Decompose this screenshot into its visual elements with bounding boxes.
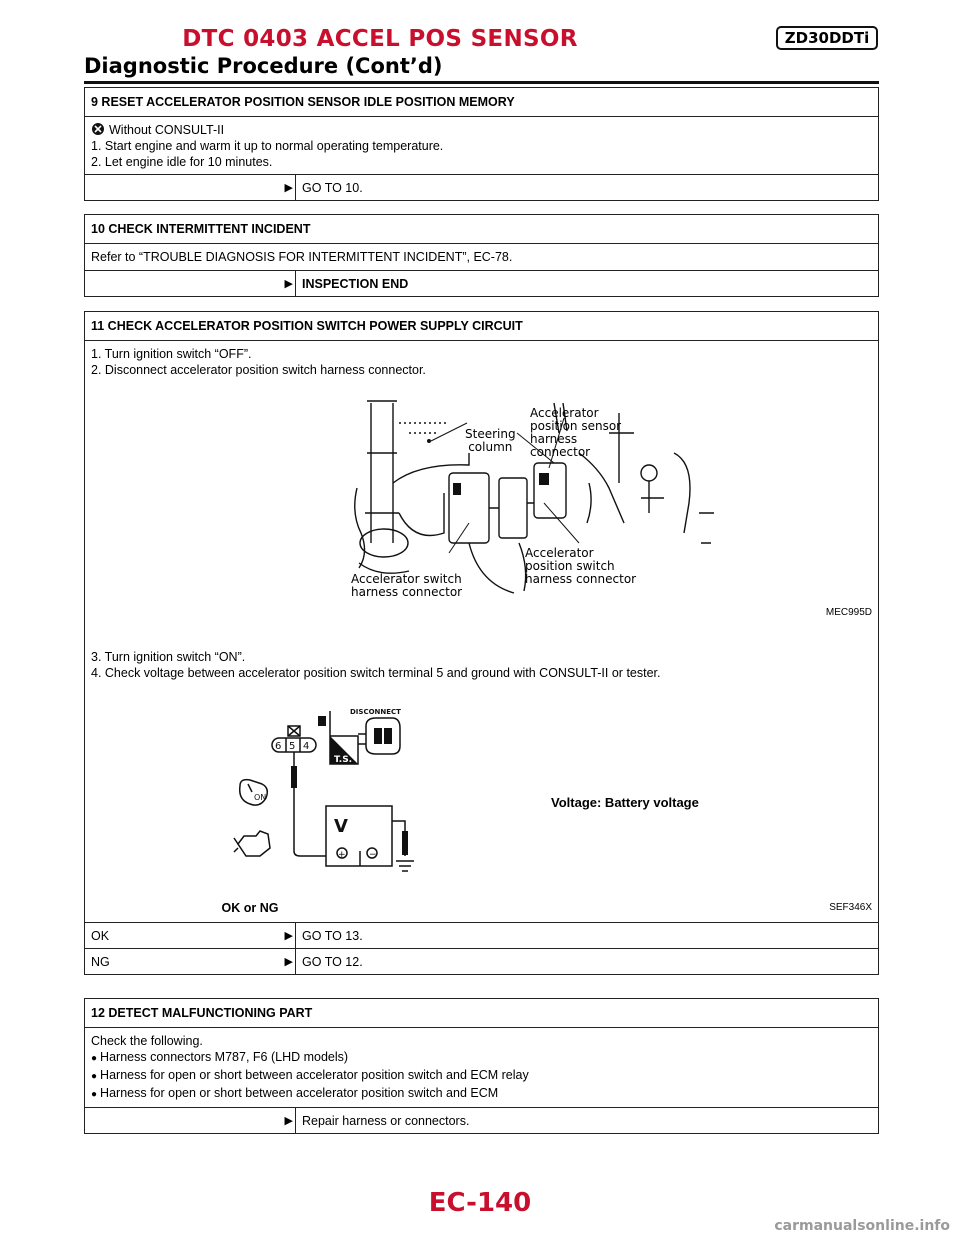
step-12-body [85, 1027, 878, 1107]
voltage-spec: Voltage: Battery voltage [551, 795, 699, 810]
voltage-check-figure [230, 706, 430, 886]
bullet-icon: ● [91, 1053, 98, 1064]
flow-action: GO TO 12. [295, 949, 878, 974]
list-item: ● Harness for open or short between accelerator position switch and ECM [91, 1086, 499, 1100]
step-10-flow [85, 270, 878, 296]
flow-action: Repair harness or connectors. [295, 1108, 878, 1133]
step-11-body [85, 340, 878, 916]
header-rule [84, 81, 879, 84]
bullet-icon: ● [91, 1071, 98, 1082]
step-9-block [84, 87, 879, 201]
step-9-heading: 9 RESET ACCELERATOR POSITION SENSOR IDLE POSITION MEMORY [91, 95, 515, 109]
svg-text:−: − [369, 850, 377, 860]
list-item: ● Harness connectors M787, F6 (LHD models) [91, 1050, 349, 1064]
engine-badge: ZD30DDTi [776, 26, 878, 50]
step-12-flow [85, 1107, 878, 1133]
voltmeter-label: V [334, 816, 348, 837]
disconnect-label: DISCONNECT [350, 708, 401, 716]
key-on-label: ON [254, 793, 267, 802]
svg-text:+: + [338, 850, 346, 860]
aps-connector-label: Accelerator position sensor harness connector [530, 406, 622, 459]
flow-arrow-icon: ▶ [284, 277, 293, 290]
figure-code: SEF346X [829, 902, 872, 913]
step-11-line: 2. Disconnect accelerator position switch harness connector. [91, 363, 426, 377]
page-subtitle: Diagnostic Procedure (Cont’d) [84, 54, 443, 78]
step-11-flow-ng [85, 948, 878, 974]
accel-switch-connector-label: Accelerator switch harness connector [351, 572, 463, 599]
flow-result: OK [91, 928, 110, 943]
list-item: ● Harness for open or short between accelerator position switch and ECM relay [91, 1068, 529, 1082]
step-10-block [84, 214, 879, 297]
flow-arrow-icon: ▶ [284, 955, 293, 968]
steering-column-label: Steering column [465, 427, 516, 454]
pin-4: 4 [303, 741, 310, 752]
step-11-heading: 11 CHECK ACCELERATOR POSITION SWITCH POWER SUPPLY CIRCUIT [91, 319, 523, 333]
step-11-line: 3. Turn ignition switch “ON”. [91, 650, 246, 664]
step-12-heading: 12 DETECT MALFUNCTIONING PART [91, 1006, 313, 1020]
step-11-block [84, 311, 879, 975]
section-title: DTC 0403 ACCEL POS SENSOR [182, 26, 578, 52]
flow-result: NG [91, 954, 110, 969]
step-12-intro: Check the following. [91, 1034, 203, 1048]
step-10-heading: 10 CHECK INTERMITTENT INCIDENT [91, 222, 311, 236]
bullet-icon: ● [91, 1089, 98, 1100]
step-11-line: 4. Check voltage between accelerator position switch terminal 5 and ground with CONSULT-II or tester. [91, 666, 661, 680]
consult-mode-text: Without CONSULT-II [109, 123, 225, 137]
pin-6: 6 [275, 741, 282, 752]
step-9-line: 1. Start engine and warm it up to normal operating temperature. [91, 139, 444, 153]
step-12-block [84, 998, 879, 1134]
flow-arrow-icon: ▶ [284, 181, 293, 194]
no-consult-icon [91, 122, 105, 136]
flow-action: INSPECTION END [295, 271, 878, 296]
step-10-body: Refer to “TROUBLE DIAGNOSIS FOR INTERMITTENT INCIDENT”, EC-78. [85, 243, 878, 270]
pin-5: 5 [289, 741, 296, 752]
step-11-line: 1. Turn ignition switch “OFF”. [91, 347, 252, 361]
page-number: EC-140 [428, 1188, 532, 1218]
step-9-line: 2. Let engine idle for 10 minutes. [91, 155, 273, 169]
consult-mode [91, 122, 872, 138]
aps-switch-connector-label: Accelerator position switch harness connector [525, 546, 637, 586]
watermark: carmanualsonline.info [774, 1218, 950, 1234]
step-11-flow-ok [85, 922, 878, 948]
ok-ng-question: OK or NG [221, 901, 279, 915]
flow-action: GO TO 13. [295, 923, 878, 948]
step-9-body [85, 116, 878, 174]
flow-action: GO TO 10. [295, 175, 878, 200]
svg-text:T.S.: T.S. [334, 755, 353, 765]
figure-code: MEC995D [825, 607, 872, 618]
step-9-flow [85, 174, 878, 200]
flow-arrow-icon: ▶ [284, 1114, 293, 1127]
flow-arrow-icon: ▶ [284, 929, 293, 942]
